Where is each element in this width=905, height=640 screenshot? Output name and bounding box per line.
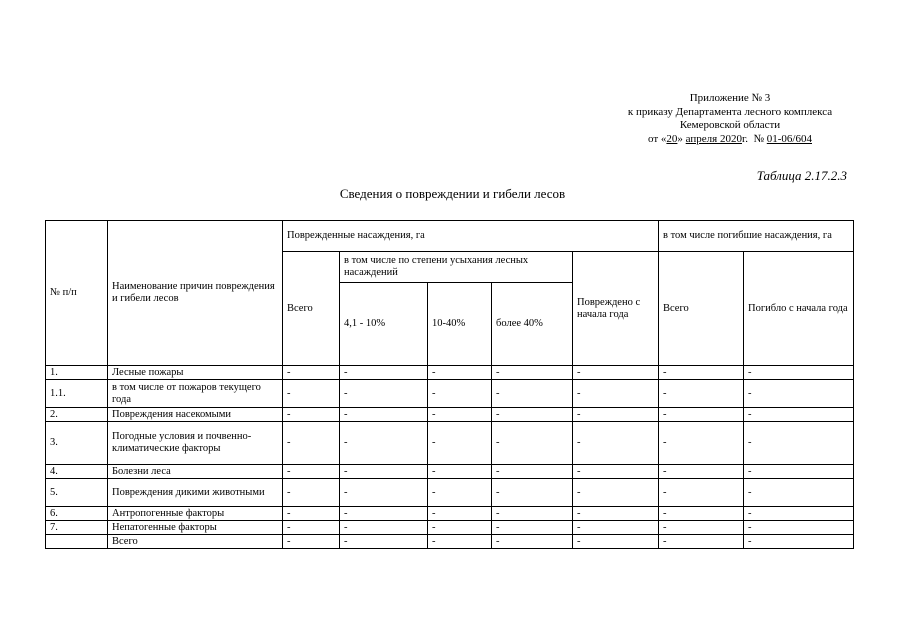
row-value: - [283,535,340,549]
row-value: - [428,479,492,507]
row-value: - [744,465,854,479]
row-value: - [573,507,659,521]
header-name: Наименование причин повреждения и гибели лесов [108,221,283,366]
row-num: 1. [46,366,108,380]
row-value: - [573,366,659,380]
row-value: - [492,366,573,380]
row-num: 5. [46,479,108,507]
row-value: - [659,507,744,521]
table-row [46,465,854,479]
table-row [46,521,854,535]
row-value: - [659,479,744,507]
row-num: 3. [46,422,108,465]
row-value: - [744,366,854,380]
row-value: - [340,521,428,535]
date-prefix: от « [648,132,667,145]
row-name: Повреждения насекомыми [108,408,283,422]
row-value: - [340,465,428,479]
header-degree-2: 10-40% [428,283,492,366]
row-value: - [283,422,340,465]
row-value: - [659,521,744,535]
appendix-line-3: Кемеровской области [679,119,781,131]
header-dead-group: в том числе погибшие насаждения, га [659,221,854,252]
header-degree-1: 4,1 - 10% [340,283,428,366]
table-row [46,479,854,507]
row-value: - [573,535,659,549]
row-value: - [283,366,340,380]
header-total: Всего [283,252,340,366]
appendix-line-4 [560,133,900,147]
table-row [46,408,854,422]
order-number: 01-06/604 [766,132,812,145]
row-value: - [283,479,340,507]
row-value: - [428,521,492,535]
row-value: - [744,479,854,507]
row-value: - [659,380,744,408]
header-damaged: Поврежденные насаждения, га [283,221,659,252]
row-value: - [492,479,573,507]
row-value: - [428,507,492,521]
row-value: - [744,408,854,422]
row-value: - [573,380,659,408]
row-name: Всего [108,535,283,549]
row-value: - [744,521,854,535]
row-name: Лесные пожары [108,366,283,380]
row-value: - [428,422,492,465]
row-value: - [492,380,573,408]
row-value: - [573,479,659,507]
row-name: в том числе от пожаров текущего года [108,380,283,408]
row-num: 6. [46,507,108,521]
row-value: - [340,422,428,465]
row-value: - [492,408,573,422]
row-value: - [283,408,340,422]
row-value: - [573,521,659,535]
row-name: Повреждения дикими животными [108,479,283,507]
damage-table [45,220,854,549]
header-since-year: Повреждено с начала года [573,252,659,366]
appendix-block [560,92,900,146]
row-value: - [573,408,659,422]
row-value: - [428,380,492,408]
row-value: - [340,408,428,422]
row-value: - [573,422,659,465]
row-value: - [744,535,854,549]
row-num [46,535,108,549]
row-num: 7. [46,521,108,535]
row-value: - [428,366,492,380]
row-value: - [573,465,659,479]
table-row [46,507,854,521]
header-num: № п/п [46,221,108,366]
row-name: Непатогенные факторы [108,521,283,535]
table-row [46,422,854,465]
row-name: Погодные условия и почвенно-климатические факторы [108,422,283,465]
row-value: - [744,507,854,521]
row-num: 4. [46,465,108,479]
row-value: - [659,366,744,380]
appendix-line-2: к приказу Департамента лесного комплекса [627,105,833,118]
row-value: - [340,479,428,507]
row-value: - [340,535,428,549]
table-body [46,366,854,549]
table-number: Таблица 2.17.2.3 [756,168,847,183]
row-value: - [340,366,428,380]
row-value: - [659,422,744,465]
row-value: - [283,380,340,408]
header-dead-since-year: Погибло с начала года [744,252,854,366]
row-value: - [340,380,428,408]
order-number-prefix: № [753,132,765,145]
row-value: - [492,465,573,479]
row-num: 2. [46,408,108,422]
row-value: - [659,535,744,549]
date-day: 20 [666,132,678,145]
header-degree-3: более 40% [492,283,573,366]
row-value: - [492,535,573,549]
table-row [46,366,854,380]
row-value: - [283,507,340,521]
row-value: - [492,521,573,535]
row-value: - [744,422,854,465]
row-name: Болезни леса [108,465,283,479]
date-suffix: г. [741,132,749,145]
row-value: - [283,521,340,535]
table-row [46,535,854,549]
row-value: - [744,380,854,408]
row-num: 1.1. [46,380,108,408]
table-row [46,380,854,408]
row-value: - [492,507,573,521]
row-value: - [659,408,744,422]
row-value: - [492,422,573,465]
header-dead-total: Всего [659,252,744,366]
row-value: - [283,465,340,479]
row-value: - [659,465,744,479]
row-value: - [428,535,492,549]
row-value: - [428,465,492,479]
row-name: Антропогенные факторы [108,507,283,521]
row-value: - [428,408,492,422]
date-mid: » [677,132,683,145]
date-month-year: апреля 2020 [685,132,742,145]
appendix-line-1: Приложение № 3 [689,92,771,104]
document-title: Сведения о повреждении и гибели лесов [339,186,566,201]
header-degree: в том числе по степени усыхания лесных насаждений [340,252,573,283]
row-value: - [340,507,428,521]
